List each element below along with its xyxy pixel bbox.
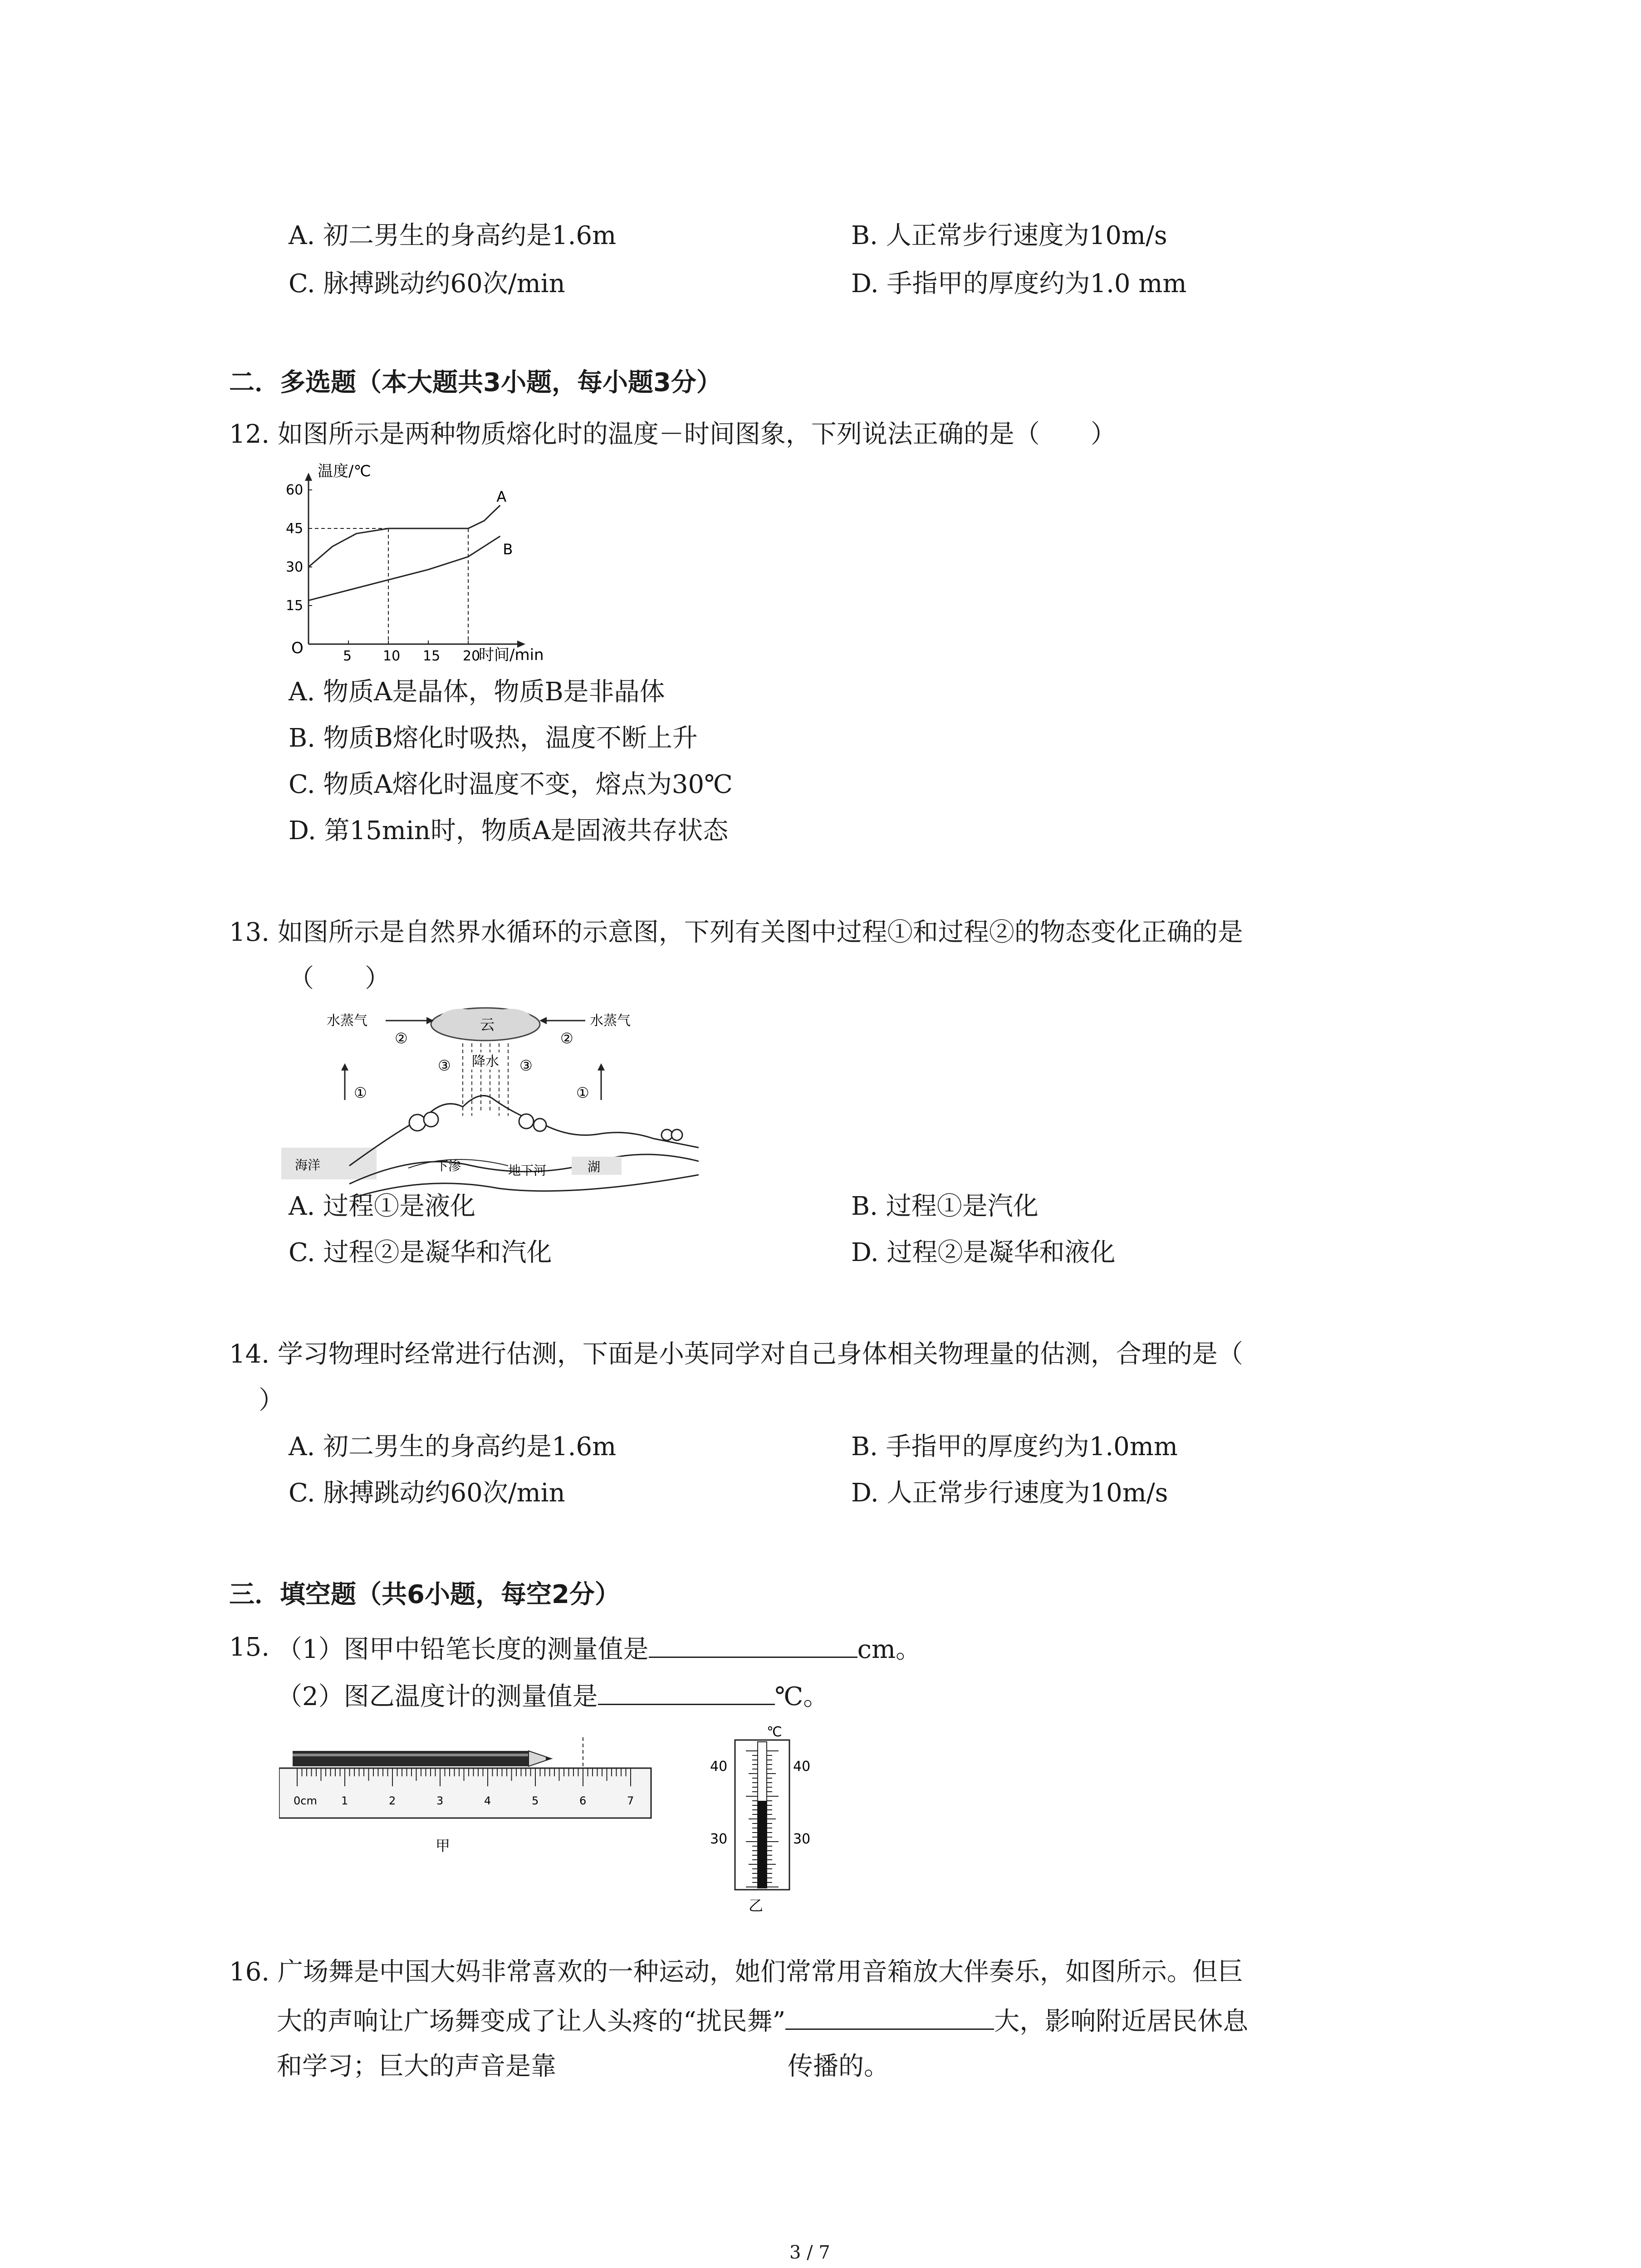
q16-line-3-pre: 和学习；巨大的声音是靠 — [277, 2052, 556, 2081]
sea-label: 海洋 — [295, 1158, 321, 1173]
q15-part1 — [277, 1631, 921, 1666]
ruler-tick-label: 5 — [532, 1794, 539, 1807]
water-cycle-diagram — [281, 1002, 699, 1202]
ruler-tick-label: 4 — [484, 1794, 491, 1807]
chart-series-B — [309, 536, 500, 601]
chart-ylabel: 温度/℃ — [318, 462, 371, 480]
figure-b-label: 乙 — [749, 1897, 764, 1914]
q13-option-b: B. 过程①是汽化 — [851, 1192, 1038, 1221]
land-outline — [349, 1095, 699, 1166]
thermometer-figure — [694, 1724, 830, 1914]
q14-stem: 14. 学习物理时经常进行估测，下面是小英同学对自己身体相关物理量的估测，合理的是（ — [229, 1339, 1243, 1369]
chart-x-tick-label: 20 — [463, 648, 480, 664]
q15-blank-2[interactable] — [598, 1678, 775, 1705]
thermometer-liquid — [758, 1801, 767, 1888]
q13-option-c: C. 过程②是凝华和汽化 — [289, 1238, 552, 1267]
thermo-40-left: 40 — [710, 1759, 728, 1774]
q12-option-c: C. 物质A熔化时温度不变，熔点为30℃ — [289, 770, 733, 799]
q15-part1-unit: cm。 — [857, 1635, 921, 1664]
ruler-tick-label: 0cm — [294, 1794, 317, 1807]
cloud-puff-left — [438, 1009, 483, 1034]
chart-y-tick-label: 30 — [286, 559, 304, 575]
figure-a-label: 甲 — [436, 1837, 451, 1854]
thermo-30-left: 30 — [710, 1831, 728, 1847]
vapor-right-label: 水蒸气 — [590, 1013, 631, 1029]
pencil-ruler-figure — [279, 1724, 656, 1860]
cloud-label: 云 — [480, 1016, 495, 1033]
q16-line-2-pre: 大的声响让广场舞变成了让人头疼的“扰民舞” — [277, 2007, 786, 2036]
chart-x-tick-label: 15 — [423, 648, 441, 664]
thermo-40-right: 40 — [793, 1759, 811, 1774]
river-label: 地下河 — [508, 1163, 547, 1178]
ruler-tick-label: 6 — [579, 1794, 587, 1807]
arrowhead-right-to-cloud — [539, 1017, 547, 1024]
q11-option-b: B. 人正常步行速度为10m/s — [851, 221, 1167, 250]
q15-part2-text: （2）图乙温度计的测量值是 — [277, 1682, 598, 1711]
q15-part2 — [277, 1678, 828, 1713]
arrowhead-up-left — [341, 1063, 348, 1070]
ruler-tick-label: 7 — [627, 1794, 634, 1807]
q11-option-d: D. 手指甲的厚度约为1.0 mm — [851, 269, 1187, 298]
label-1-right: ① — [576, 1084, 589, 1101]
chart-x-tick-label: 5 — [343, 648, 352, 664]
ruler-tick-label: 1 — [341, 1794, 348, 1807]
label-1-left: ① — [354, 1084, 367, 1101]
seep-label: 下渗 — [436, 1158, 461, 1173]
q15-blank-1[interactable] — [649, 1631, 857, 1658]
chart-series-label-A: A — [496, 488, 507, 505]
q14-stem-cont: ） — [259, 1386, 284, 1415]
pencil-lead — [546, 1757, 553, 1760]
q14-option-a: A. 初二男生的身高约是1.6m — [289, 1432, 617, 1461]
q11-option-a: A. 初二男生的身高约是1.6m — [289, 221, 617, 250]
chart-xlabel: 时间/min — [479, 646, 544, 664]
q16-line-2-post: 大，影响附近居民休息 — [994, 2007, 1249, 2036]
label-3-left: ③ — [438, 1057, 451, 1074]
q15-part1-text: （1）图甲中铅笔长度的测量值是 — [277, 1635, 649, 1664]
chart-y-arrow — [305, 473, 312, 481]
q13-option-d: D. 过程②是凝华和液化 — [851, 1238, 1116, 1267]
chart-x-tick-label: 10 — [383, 648, 401, 664]
page-number: 3 / 7 — [789, 2242, 830, 2263]
chart-series-A — [309, 505, 500, 567]
q16-line-1: 16. 广场舞是中国大妈非常喜欢的一种运动，她们常常用音箱放大伴奏乐，如图所示。但巨 — [229, 1957, 1243, 1987]
q12-option-a: A. 物质A是晶体，物质B是非晶体 — [289, 677, 665, 707]
label-2-left: ② — [395, 1030, 408, 1047]
chart-y-tick-label: 15 — [286, 598, 304, 614]
q16-line-3 — [277, 2050, 889, 2083]
chart-y-tick-label: 60 — [286, 482, 304, 498]
label-3-right: ③ — [519, 1057, 533, 1074]
q11-option-c: C. 脉搏跳动约60次/min — [289, 269, 565, 298]
q15-number: 15. — [229, 1633, 270, 1662]
arrowhead-up-right — [598, 1063, 605, 1070]
q14-option-d: D. 人正常步行速度为10m/s — [851, 1478, 1168, 1508]
chart-y-tick-label: 45 — [286, 521, 304, 537]
label-2-right: ② — [560, 1030, 573, 1047]
q12-stem: 12. 如图所示是两种物质熔化时的温度－时间图象，下列说法正确的是（ ） — [229, 420, 1116, 449]
vapor-left-label: 水蒸气 — [327, 1013, 367, 1029]
ruler-tick-label: 3 — [436, 1794, 444, 1807]
q16-line-3-post: 传播的。 — [788, 2052, 889, 2081]
q16-blank-1[interactable] — [785, 2003, 994, 2030]
lake-label: 湖 — [588, 1159, 601, 1174]
q13-stem: 13. 如图所示是自然界水循环的示意图，下列有关图中过程①和过程②的物态变化正确的是 — [229, 918, 1243, 947]
pencil-body — [293, 1751, 529, 1766]
thermo-30-right: 30 — [793, 1831, 811, 1847]
q13-stem-cont: （ ） — [289, 964, 390, 993]
q16-line-2 — [277, 2003, 1248, 2038]
q13-option-a: A. 过程①是液化 — [289, 1192, 476, 1221]
chart-origin: O — [291, 639, 304, 657]
pencil-highlight — [293, 1754, 529, 1756]
section-2-title: 二．多选题（本大题共3小题，每小题3分） — [229, 368, 722, 397]
q15-part2-unit: ℃。 — [774, 1682, 829, 1711]
chart-series-label-B: B — [503, 541, 513, 558]
q14-option-b: B. 手指甲的厚度约为1.0mm — [851, 1432, 1178, 1461]
thermometer-unit: ℃ — [767, 1724, 782, 1740]
q12-option-b: B. 物质B熔化时吸热，温度不断上升 — [289, 723, 698, 753]
q12-option-d: D. 第15min时，物质A是固液共存状态 — [289, 816, 729, 846]
ruler-tick-label: 2 — [389, 1794, 396, 1807]
section-3-title: 三．填空题（共6小题，每空2分） — [229, 1580, 620, 1609]
temperature-time-chart — [281, 458, 572, 671]
rain-label: 降水 — [472, 1054, 499, 1070]
trees — [409, 1112, 682, 1140]
q14-option-c: C. 脉搏跳动约60次/min — [289, 1478, 565, 1508]
